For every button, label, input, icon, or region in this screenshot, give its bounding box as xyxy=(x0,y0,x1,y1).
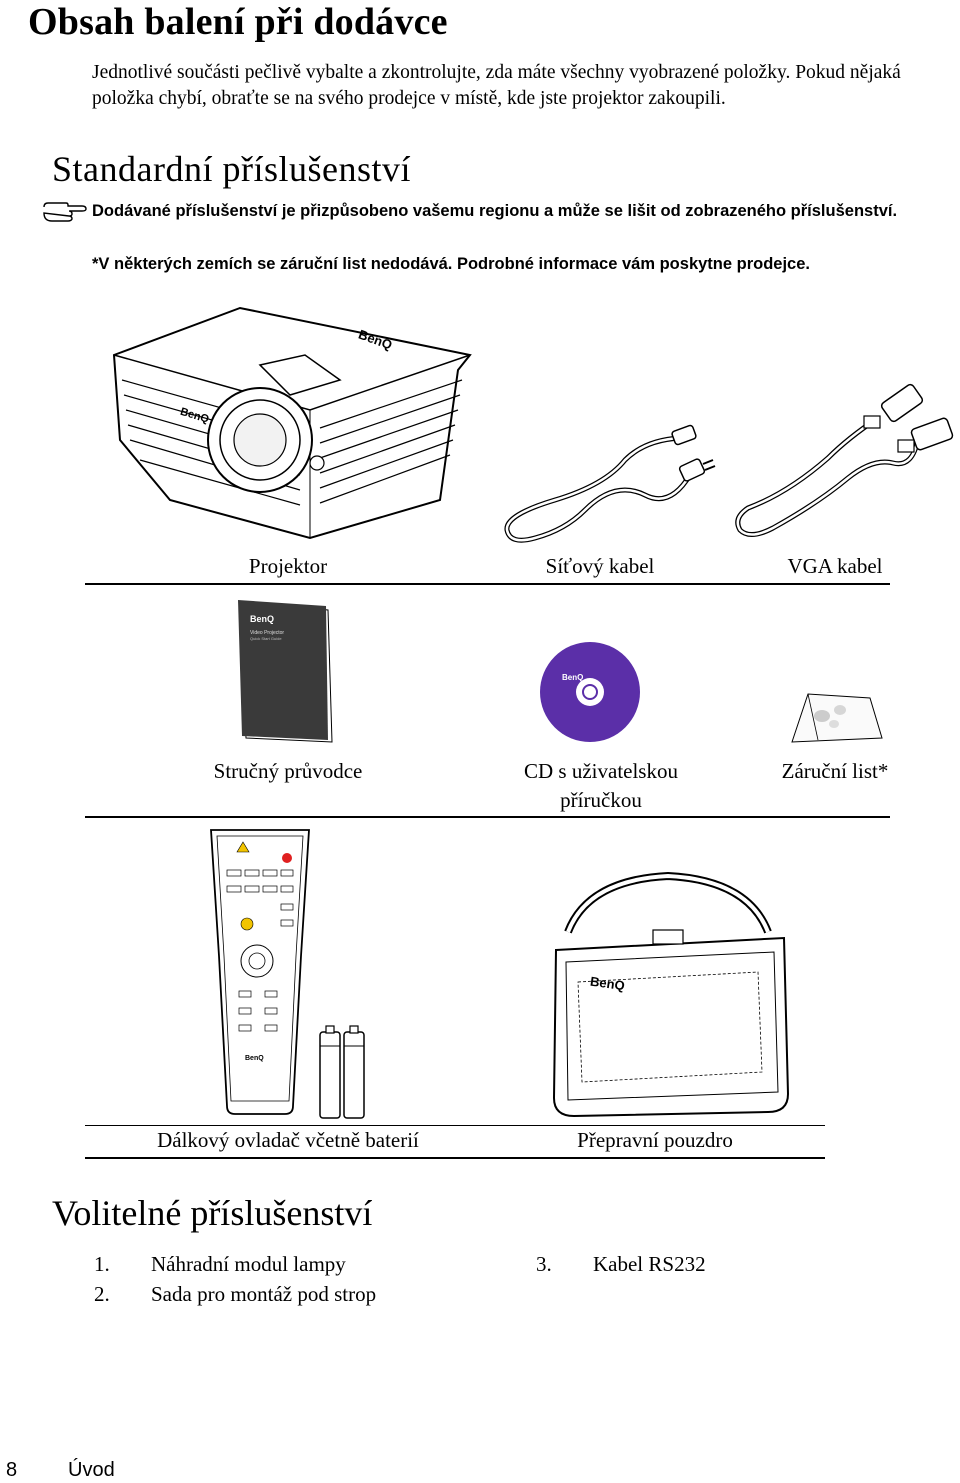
item-label-carry-case: Přepravní pouzdro xyxy=(577,1128,733,1152)
optional-item-number: 2. xyxy=(94,1282,110,1306)
standard-accessories-heading: Standardní příslušenství xyxy=(52,149,411,189)
svg-text:BenQ: BenQ xyxy=(589,973,626,994)
quick-guide-icon xyxy=(236,596,346,746)
note-warranty: *V některých zemích se záruční list nedodává. Podrobné informace vám poskytne prodejce. xyxy=(92,255,810,273)
svg-text:Video Projector: Video Projector xyxy=(250,630,285,636)
page-title: Obsah balení při dodávce xyxy=(28,1,448,43)
pointing-hand-icon xyxy=(42,199,88,223)
svg-text:BenQ: BenQ xyxy=(250,614,275,624)
optional-item-label: Náhradní modul lampy xyxy=(151,1252,346,1276)
svg-text:Quick Start Guide: Quick Start Guide xyxy=(250,636,282,641)
optional-accessories-heading: Volitelné příslušenství xyxy=(52,1193,373,1233)
item-label-projector: Projektor xyxy=(248,554,328,578)
note-regional: Dodávané příslušenství je přizpůsobeno vašemu regionu a může se lišit od zobrazeného příslušenství. xyxy=(92,202,898,220)
optional-item-label: Kabel RS232 xyxy=(593,1252,706,1276)
optional-item-number: 1. xyxy=(94,1252,110,1276)
item-label-warranty: Záruční list* xyxy=(781,759,889,783)
svg-text:BenQ: BenQ xyxy=(178,405,211,426)
batteries-icon xyxy=(318,1022,370,1122)
remote-control-icon xyxy=(205,826,315,1116)
page-number: 8 xyxy=(6,1459,18,1481)
item-label-cd: CD s uživatelskou příručkou xyxy=(524,759,678,812)
item-label-quick-guide: Stručný průvodce xyxy=(213,759,363,783)
svg-text:BenQ: BenQ xyxy=(356,326,395,353)
item-label-power-cable: Síťový kabel xyxy=(545,554,655,578)
carry-case-icon xyxy=(548,872,794,1122)
item-label-vga-cable: VGA kabel xyxy=(787,554,883,578)
item-label-remote: Dálkový ovladač včetně baterií xyxy=(157,1128,419,1152)
projector-icon xyxy=(110,300,470,540)
svg-text:BenQ: BenQ xyxy=(562,673,584,682)
section-name: Úvod xyxy=(68,1459,115,1481)
warranty-card-icon xyxy=(788,690,884,746)
intro-text: Jednotlivé součásti pečlivě vybalte a zkontrolujte, zda máte všechny vyobrazené položky. Pokud nějaká položka chybí, obraťte se na svého prodejce v místě, kde jste projektor zakoupili. xyxy=(92,62,901,109)
svg-text:BenQ: BenQ xyxy=(245,1055,264,1062)
vga-cable-icon xyxy=(728,378,960,548)
power-cable-icon xyxy=(495,420,725,550)
cd-icon xyxy=(538,640,642,744)
optional-item-number: 3. xyxy=(536,1252,552,1276)
optional-item-label: Sada pro montáž pod strop xyxy=(151,1282,377,1306)
